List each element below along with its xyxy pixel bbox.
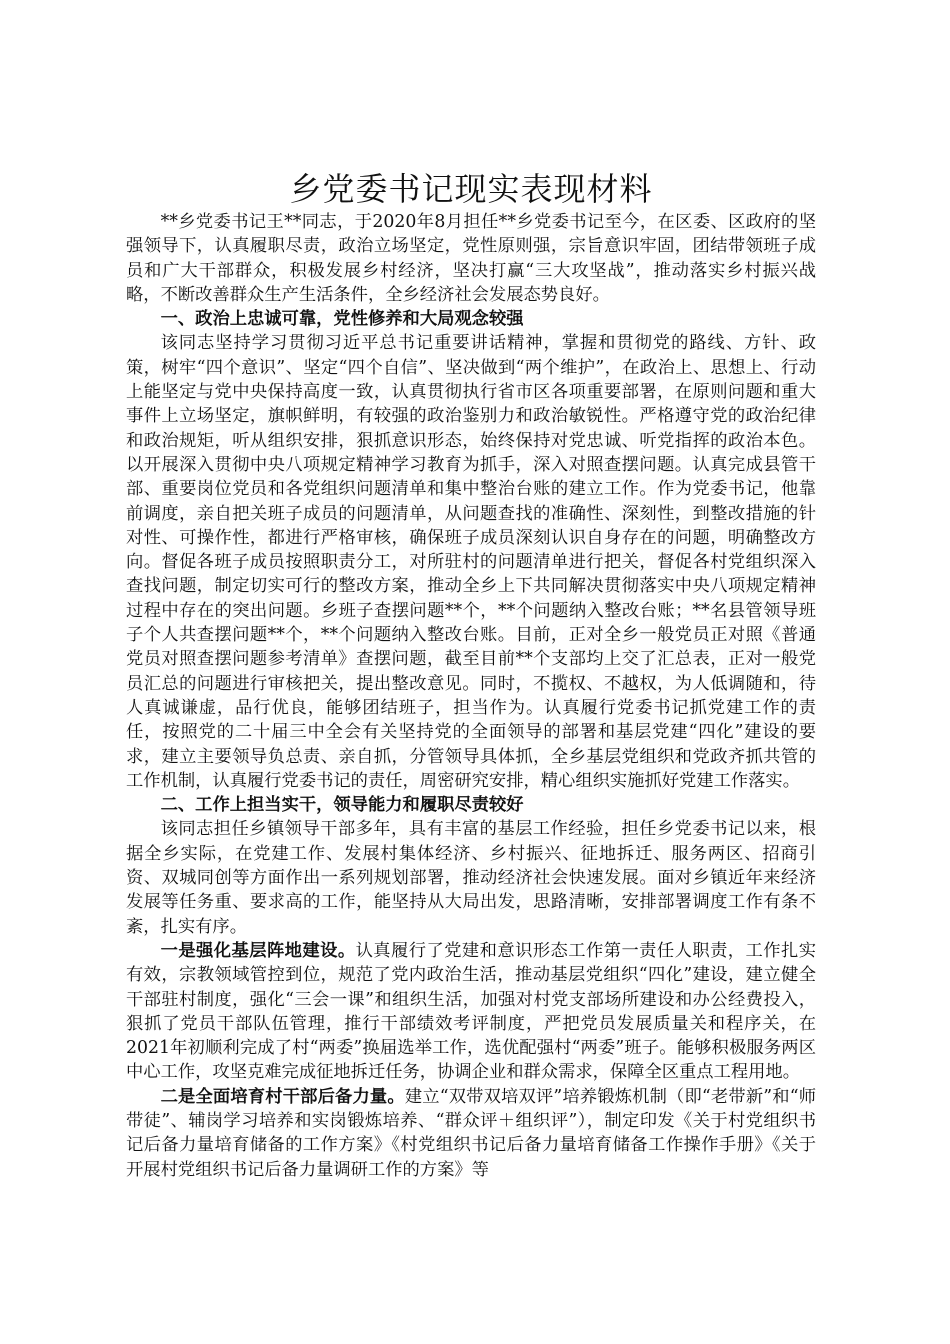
section-2-heading: 二、工作上担当实干，领导能力和履职尽责较好 bbox=[160, 795, 524, 816]
document-page bbox=[126, 168, 816, 1182]
item-2-body: 建立“双带双培双评”培养锻炼机制（即“老带新”和“师带徒”、辅岗学习培养和实岗锻炼培养、“群众评＋组织评”），制定印发《关于村党组织书记后备力量培育储备的工作方案》《村党组织书记后备力量培育储备工作操作手册》《关于开展村党组织书记后备力量调研工作的方案》等 bbox=[126, 1086, 816, 1180]
item-2-paragraph bbox=[126, 1085, 816, 1182]
section-1-paragraph: 该同志坚持学习贯彻习近平总书记重要讲话精神，掌握和贯彻党的路线、方针、政策，树牢“四个意识”、坚定“四个自信”、坚决做到“两个维护”，在政治上、思想上、行动上能坚定与党中央保持高度一致，认真贯彻执行省市区各项重要部署，在原则问题和重大事件上立场坚定，旗帜鲜明，有较强的政治鉴别力和政治敏锐性。严格遵守党的政治纪律和政治规矩，听从组织安排，狠抓意识形态，始终保持对党忠诚、听党指挥的政治本色。以开展深入贯彻中央八项规定精神学习教育为抓手，深入对照查摆问题。认真完成县管干部、重要岗位党员和各党组织问题清单和集中整治台账的建立工作。作为党委书记，他靠前调度，亲自把关班子成员的问题清单，从问题查找的准确性、深刻性，到整改措施的针对性、可操作性，都进行严格审核，确保班子成员深刻认识自身存在的问题，明确整改方向。督促各班子成员按照职责分工，对所驻村的问题清单进行把关，督促各村党组织深入查找问题，制定切实可行的整改方案，推动全乡上下共同解决贯彻落实中央八项规定精神过程中存在的突出问题。乡班子查摆问题**个，**个问题纳入整改台账；**名县管领导班子个人共查摆问题**个，**个问题纳入整改台账。目前，正对全乡一般党员正对照《普通党员对照查摆问题参考清单》查摆问题，截至目前**个支部均上交了汇总表，正对一般党员汇总的问题进行审核把关，提出整改意见。同时，不揽权、不越权，为人低调随和，待人真诚谦虚，品行优良，能够团结班子，担当作为。认真履行党委书记抓党建工作的责任，按照党的二十届三中全会有关坚持党的全面领导的部署和基层党建“四化”建设的要求，建立主要领导负总责、亲自抓，分管领导具体抓，全乡基层党组织和党政齐抓共管的工作机制，认真履行党委书记的责任，周密研究安排，精心组织实施抓好党建工作落实。 bbox=[126, 333, 816, 791]
document-title: 乡党委书记现实表现材料 bbox=[289, 170, 653, 208]
item-1-lead: 一是强化基层阵地建设。 bbox=[160, 940, 356, 961]
intro-paragraph: **乡党委书记王**同志，于2020年8月担任**乡党委书记至今，在区委、区政府的坚强领导下，认真履职尽责，政治立场坚定，党性原则强，宗旨意识牢固，团结带领班子成员和广大干部群众，积极发展乡村经济，坚决打赢“三大攻坚战”，推动落实乡村振兴战略，不断改善群众生产生活条件，全乡经济社会发展态势良好。 bbox=[126, 212, 816, 305]
item-1-body: 认真履行了党建和意识形态工作第一责任人职责，工作扎实有效，宗教领域管控到位，规范了党内政治生活，推动基层党组织“四化”建设，建立健全干部驻村制度，强化“三会一课”和组织生活，加强对村党支部场所建设和办公经费投入，狠抓了党员干部队伍管理，推行干部绩效考评制度，严把党员发展质量关和程序关，在2021年初顺利完成了村“两委”换届选举工作，选优配强村“两委”班子。能够积极服务两区中心工作，攻坚克难完成征地拆迁任务，协调企业和群众需求，保障全区重点工程用地。 bbox=[126, 940, 816, 1083]
item-1-paragraph bbox=[126, 939, 816, 1085]
section-1-heading: 一、政治上忠诚可靠，党性修养和大局观念较强 bbox=[160, 309, 524, 330]
section-2-paragraph: 该同志担任乡镇领导干部多年，具有丰富的基层工作经验，担任乡党委书记以来，根据全乡实际，在党建工作、发展村集体经济、乡村振兴、征地拆迁、服务两区、招商引资、双城同创等方面作出一系列规划部署，推动经济社会快速发展。面对乡镇近年来经济发展等任务重、要求高的工作，能坚持从大局出发，思路清晰，安排部署调度工作有条不紊，扎实有序。 bbox=[126, 819, 816, 937]
item-2-lead: 二是全面培育村干部后备力量。 bbox=[160, 1086, 405, 1107]
